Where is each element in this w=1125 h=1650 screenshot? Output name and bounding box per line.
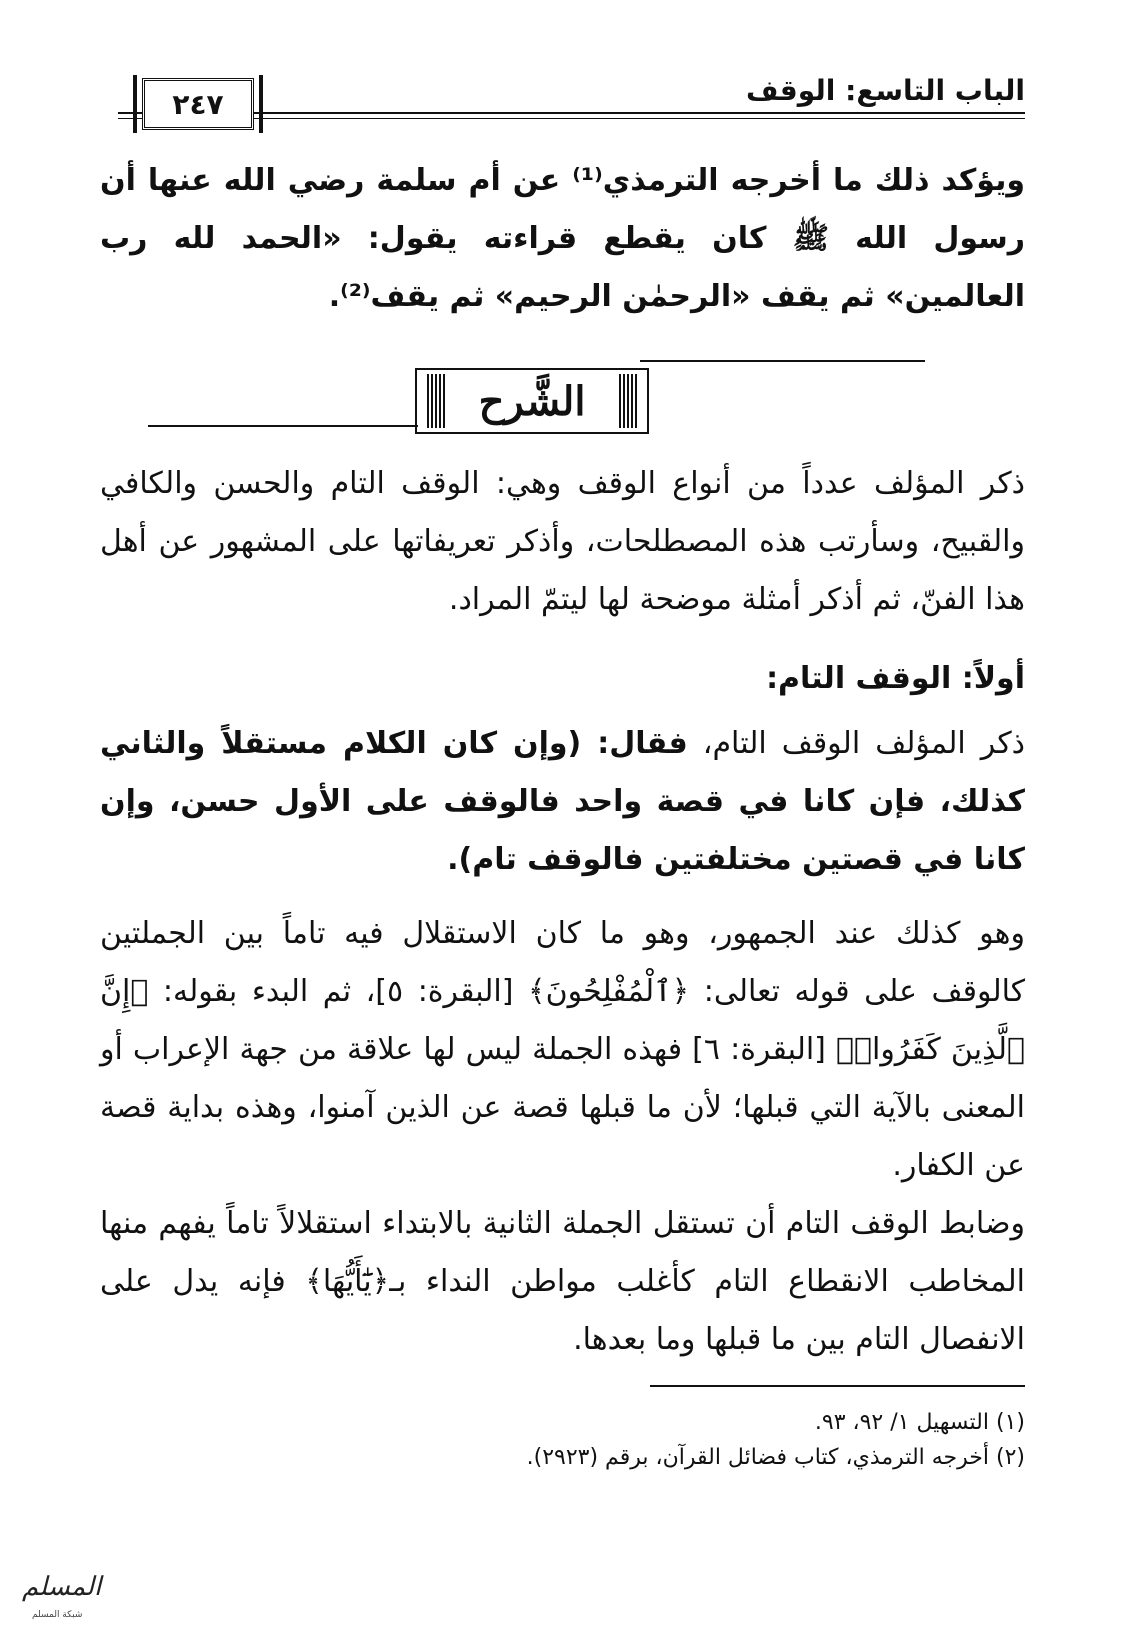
ornament-hatch-right [619,374,637,428]
footnote-2: (٢) أخرجه الترمذي، كتاب فضائل القرآن، برقم (٢٩٢٣). [526,1445,1025,1470]
paragraph-hadith: ويؤكد ذلك ما أخرجه الترمذي⁽¹⁾ عن أم سلمة رضي الله عنها أن رسول الله ﷺ كان يقطع قراءته يقول: «الحمد لله رب العالمين» ثم يقف «الرحمٰن الرحيم» ثم يقف⁽²⁾. [100,163,1025,314]
paragraph-author-quote [100,715,1025,889]
footnote-rule [650,1385,1025,1387]
header-rule-thin [118,118,1025,119]
quote-text: فقال: (وإن كان الكلام مستقلاً والثاني كذلك، فإن كانا في قصة واحد فالوقف على الأول حسن، وإن كانا في قصتين مختلفتين فالوقف تام). [100,726,1025,877]
page-number-box [142,78,254,130]
paragraph-explanation: وهو كذلك عند الجمهور، وهو ما كان الاستقلال فيه تاماً بين الجملتين كالوقف على قوله تعالى: ﴿ٱلْمُفْلِحُونَ﴾ [البقرة: ٥]، ثم البدء بقوله: ﴿إِنَّ ٱلَّذِينَ كَفَرُوا۟﴾ [البقرة: ٦] فهذه الجملة ليس لها علاقة من جهة الإعراب أو المعنى بالآية التي قبلها؛ لأن ما قبلها قصة عن الذين آمنوا، وهذه بداية قصة عن الكفار. [100,916,1026,1183]
paragraph-intro: ذكر المؤلف عدداً من أنواع الوقف وهي: الوقف التام والحسن والكافي والقبيح، وسأرتب هذه المصطلحات، وأذكر تعريفاتها على المشهور عن أهل هذا الفنّ، ثم أذكر أمثلة موضحة لها ليتمّ المراد. [100,466,1025,617]
chapter-title: الباب التاسع: الوقف [746,74,1025,107]
footnote-1: (١) التسهيل ١/ ٩٢، ٩٣. [814,1410,1025,1435]
section-title-frame [415,368,649,434]
header-rule [118,112,1025,114]
quote-intro: ذكر المؤلف الوقف التام، [702,726,1025,761]
subheading-waqf-tam: أولاً: الوقف التام: [766,661,1025,696]
section-title: الشَّرح [478,377,586,425]
paragraph-rule: وضابط الوقف التام أن تستقل الجملة الثانية بالابتداء استقلالاً تاماً يفهم منها المخاطب الانقطاع التام كأغلب مواطن النداء بـ﴿يَٰٓأَيُّهَا﴾ فإنه يدل على الانفصال التام بين ما قبلها وما بعدها. [100,1206,1025,1357]
ornament-hatch-left [427,374,445,428]
ornament-bottom-line [148,425,418,427]
page-number: ٢٤٧ [172,87,224,121]
publisher-logo: المسلم [22,1572,102,1602]
publisher-logo-subtitle: شبكة المسلم [32,1610,83,1620]
ornament-top-line [640,360,925,362]
